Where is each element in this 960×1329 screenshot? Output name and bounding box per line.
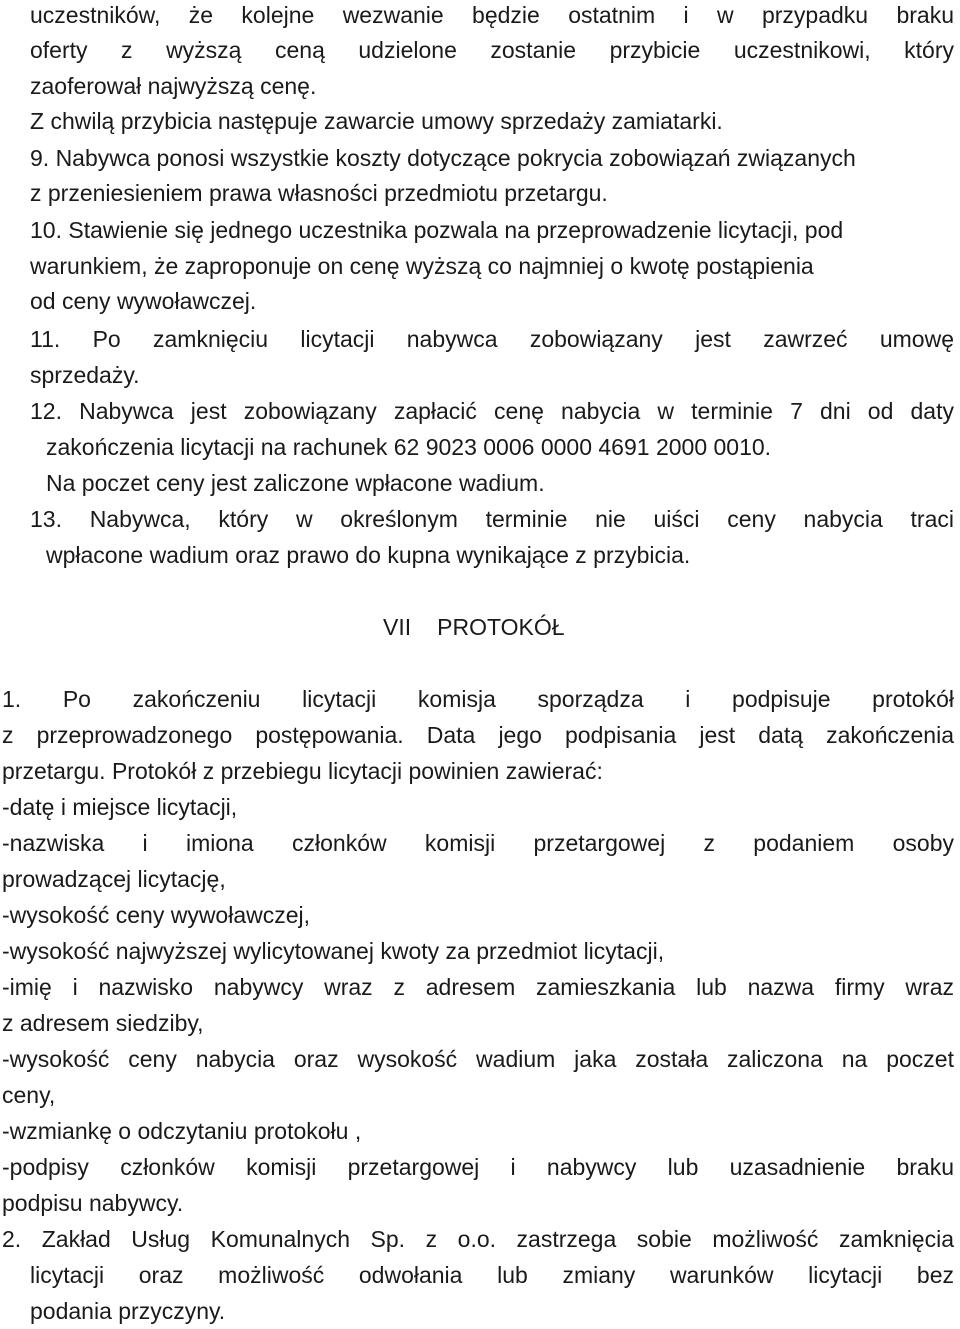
protocol-line: ceny,: [2, 1082, 56, 1108]
protocol-line: podpisu nabywcy.: [2, 1190, 184, 1216]
item-10-line: warunkiem, że zaproponuje on cenę wyższą co najmniej o kwotę postąpienia: [30, 253, 814, 279]
item-12-line: 12. Nabywca jest zobowiązany zapłacić cenę nabycia w terminie 7 dni od daty: [30, 398, 954, 424]
protocol-line: licytacji oraz możliwość odwołania lub zmiany warunków licytacji bez: [30, 1262, 954, 1288]
item-9-line: z przeniesieniem prawa własności przedmiotu przetargu.: [30, 180, 608, 206]
protocol-line: -wysokość najwyższej wylicytowanej kwoty za przedmiot licytacji,: [2, 938, 665, 964]
intro-line: Z chwilą przybicia następuje zawarcie umowy sprzedaży zamiatarki.: [30, 108, 723, 134]
protocol-line: -nazwiska i imiona członków komisji przetargowej z podaniem osoby: [2, 830, 954, 856]
protocol-line: -datę i miejsce licytacji,: [2, 794, 238, 820]
item-10-line: 10. Stawienie się jednego uczestnika pozwala na przeprowadzenie licytacji, pod: [30, 217, 844, 243]
protocol-line: -imię i nazwisko nabywcy wraz z adresem zamieszkania lub nazwa firmy wraz: [2, 974, 954, 1000]
item-11-line: 11. Po zamknięciu licytacji nabywca zobowiązany jest zawrzeć umowę: [30, 326, 954, 352]
item-12-line: Na poczet ceny jest zaliczone wpłacone wadium.: [46, 470, 545, 496]
section-title: PROTOKÓŁ: [437, 614, 565, 640]
intro-line: uczestników, że kolejne wezwanie będzie ostatnim i w przypadku braku: [30, 2, 954, 28]
protocol-line: -wysokość ceny nabycia oraz wysokość wadium jaka została zaliczona na poczet: [2, 1046, 954, 1072]
item-13-line: wpłacone wadium oraz prawo do kupna wynikające z przybicia.: [46, 542, 691, 568]
protocol-line: prowadzącej licytację,: [2, 866, 226, 892]
protocol-line: -podpisy członków komisji przetargowej i nabywcy lub uzasadnienie braku: [2, 1154, 954, 1180]
item-13-line: 13. Nabywca, który w określonym terminie nie uiści ceny nabycia traci: [30, 506, 954, 532]
section-number: VII: [383, 614, 412, 640]
protocol-line: 1. Po zakończeniu licytacji komisja sporządza i podpisuje protokół: [2, 686, 954, 712]
protocol-line: z adresem siedziby,: [2, 1010, 204, 1036]
protocol-line: -wysokość ceny wywoławczej,: [2, 902, 311, 928]
intro-line: oferty z wyższą ceną udzielone zostanie przybicie uczestnikowi, który: [30, 37, 954, 63]
protocol-line: z przeprowadzonego postępowania. Data jego podpisania jest datą zakończenia: [2, 722, 954, 748]
protocol-line: podania przyczyny.: [30, 1298, 226, 1324]
section-heading: [383, 612, 683, 642]
item-9-line: 9. Nabywca ponosi wszystkie koszty dotyczące pokrycia zobowiązań związanych: [30, 145, 856, 171]
item-10-line: od ceny wywoławczej.: [30, 288, 257, 314]
item-11-line: sprzedaży.: [30, 362, 140, 388]
item-12-line: zakończenia licytacji na rachunek 62 9023 0006 0000 4691 2000 0010.: [46, 434, 772, 460]
protocol-line: 2. Zakład Usług Komunalnych Sp. z o.o. zastrzega sobie możliwość zamknięcia: [2, 1226, 954, 1252]
protocol-line: przetargu. Protokół z przebiegu licytacji powinien zawierać:: [2, 758, 603, 784]
protocol-line: -wzmiankę o odczytaniu protokołu ,: [2, 1118, 362, 1144]
intro-line: zaoferował najwyższą cenę.: [30, 73, 317, 99]
